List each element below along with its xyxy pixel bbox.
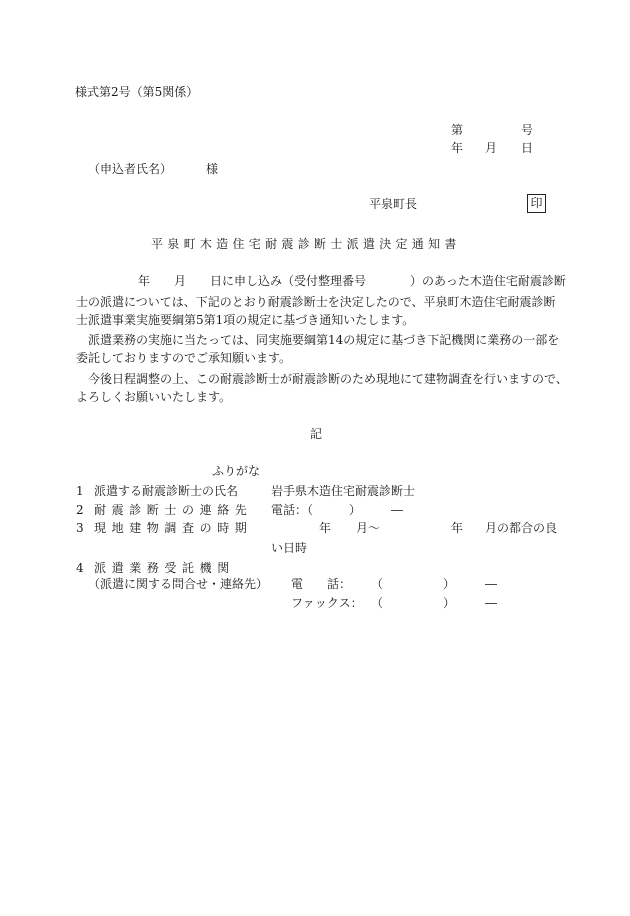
item2-label: 耐震診断士の連絡先 bbox=[94, 503, 253, 517]
phone-value: （ ） ― bbox=[371, 577, 498, 591]
applicant-honorific: 様 bbox=[206, 162, 219, 176]
item3-suffix: 月の都合の良 bbox=[485, 521, 558, 535]
item2-value: 電話：（ ） ― bbox=[271, 503, 404, 517]
body-p2-line2: 委託しておりますのでご承知願います。 bbox=[76, 351, 292, 365]
item2-number: 2 bbox=[76, 503, 84, 517]
body-p3-line1: 今後日程調整の上、この耐震診断士が耐震診断のため現地にて建物調査を行いますので、 bbox=[88, 372, 568, 386]
item3-month-from: 月～ bbox=[356, 521, 381, 535]
date-day-label: 日 bbox=[521, 141, 534, 155]
item3-continuation: い日時 bbox=[271, 541, 308, 555]
item3-label: 現地建物調査の時期 bbox=[94, 521, 253, 535]
issuer-name: 平泉町長 bbox=[369, 197, 418, 211]
phone-label: 電 話： bbox=[291, 577, 352, 591]
body-p1-day-text: 日に申し込み（受付整理番号 bbox=[210, 274, 367, 288]
date-month-label: 月 bbox=[485, 141, 498, 155]
fax-value: （ ） ― bbox=[371, 596, 498, 610]
item3-year: 年 bbox=[319, 521, 332, 535]
item4-subtitle: （派遣に関する問合せ・連絡先） bbox=[88, 577, 269, 591]
number-go-label: 号 bbox=[521, 123, 534, 137]
form-number: 様式第2号（第5関係） bbox=[75, 85, 199, 99]
item4-number: 4 bbox=[76, 561, 84, 575]
body-p1-line2: 士の派遣については、下記のとおり耐震診断士を決定したので、平泉町木造住宅耐震診断 bbox=[76, 295, 556, 309]
body-p1-year: 年 bbox=[138, 274, 151, 288]
number-dai-label: 第 bbox=[451, 123, 464, 137]
applicant-label: （申込者氏名） bbox=[88, 162, 173, 176]
body-p1-month: 月 bbox=[174, 274, 187, 288]
seal-stamp: 印 bbox=[527, 194, 546, 213]
item3-year2: 年 bbox=[451, 521, 464, 535]
furigana-label: ふりがな bbox=[212, 464, 261, 478]
document-title: 平泉町木造住宅耐震診断士派遣決定通知書 bbox=[151, 237, 461, 251]
fax-label: ファックス： bbox=[291, 596, 363, 610]
ki-heading: 記 bbox=[310, 427, 323, 441]
item3-number: 3 bbox=[76, 521, 84, 535]
item1-number: 1 bbox=[76, 484, 84, 498]
item4-label: 派遣業務受託機関 bbox=[94, 561, 235, 575]
item1-value: 岩手県木造住宅耐震診断士 bbox=[271, 484, 416, 498]
body-p1-rest-text: ）のあった木造住宅耐震診断 bbox=[410, 274, 566, 288]
body-p1-line3: 士派遣事業実施要綱第5第1項の規定に基づき通知いたします。 bbox=[76, 313, 415, 327]
body-p3-line2: よろしくお願いいたします。 bbox=[76, 390, 232, 404]
date-year-label: 年 bbox=[451, 141, 464, 155]
item1-label: 派遣する耐震診断士の氏名 bbox=[94, 484, 239, 498]
body-p2-line1: 派遣業務の実施に当たっては、同実施要綱第14の規定に基づき下記機関に業務の一部を bbox=[88, 333, 560, 347]
